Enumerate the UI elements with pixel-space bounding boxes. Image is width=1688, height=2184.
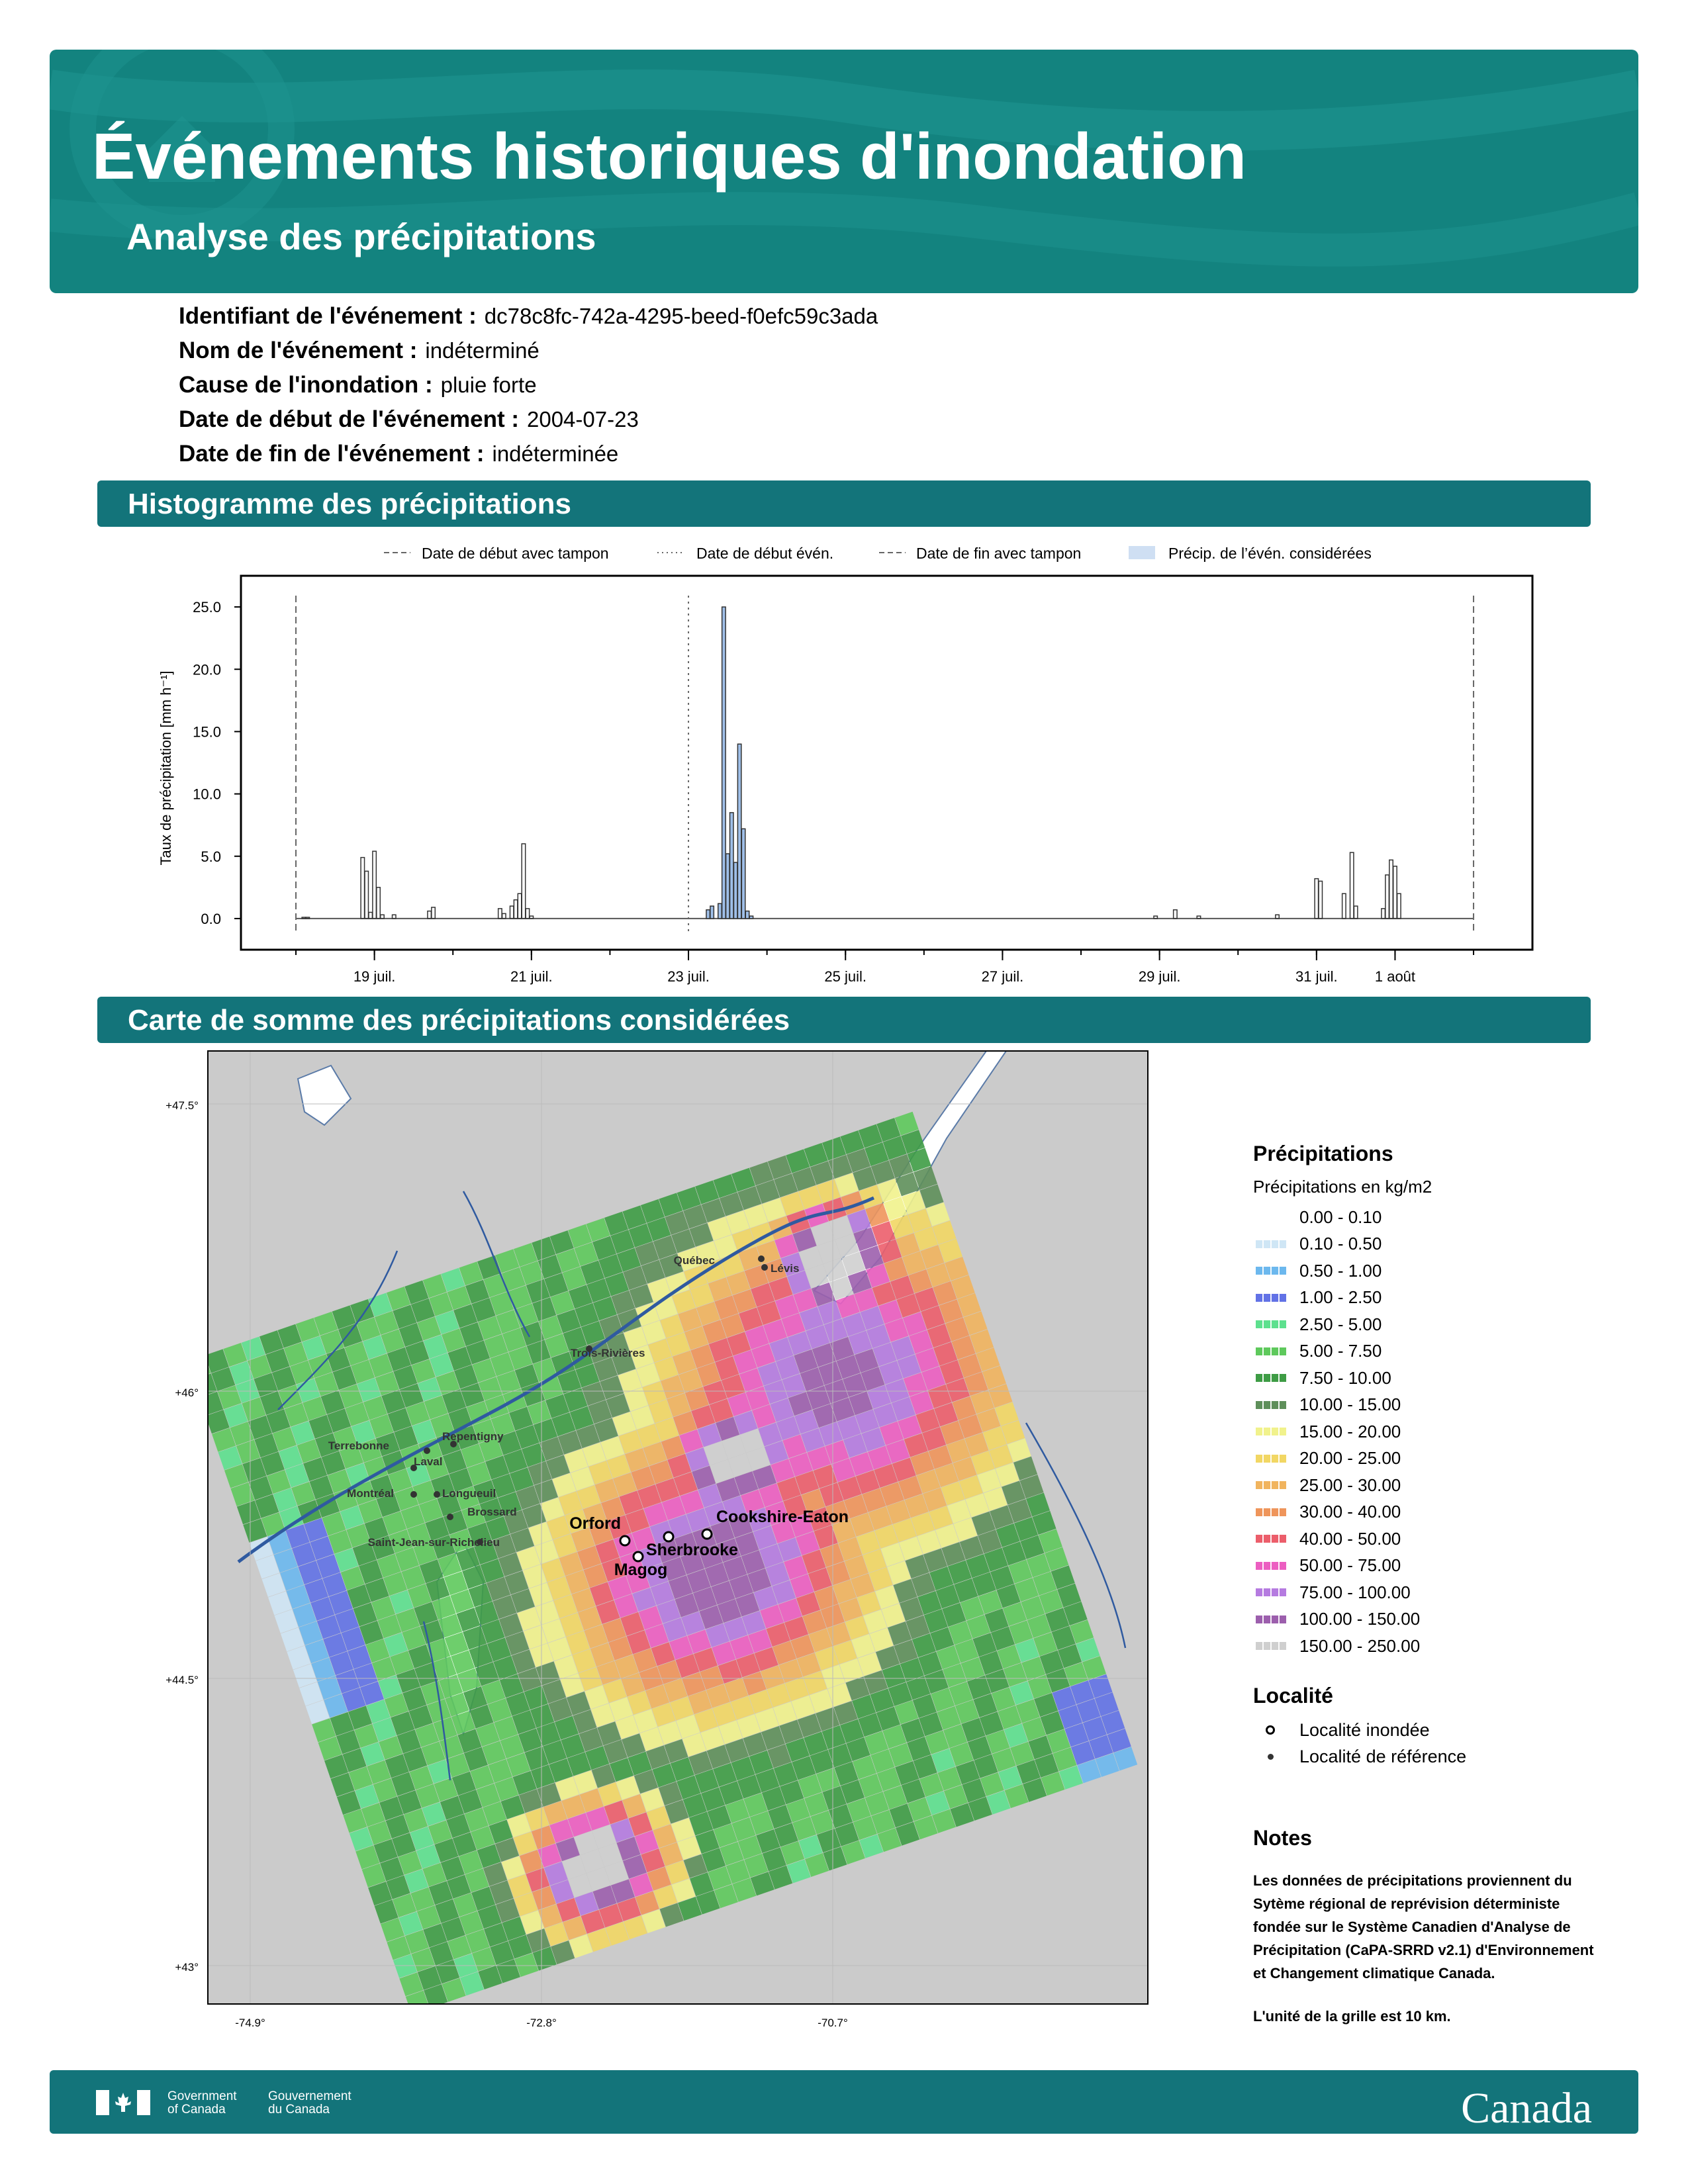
- legend-class-label: 25.00 - 30.00: [1299, 1475, 1401, 1495]
- legend-class-label: 30.00 - 40.00: [1299, 1502, 1401, 1522]
- x-tick-label: 25 juil.: [824, 968, 867, 985]
- reference-locality-marker: [761, 1264, 768, 1271]
- precipitation-histogram: [0, 529, 1688, 1006]
- flooded-locality-marker: [633, 1552, 643, 1561]
- gov-en-text: Government of Canada: [167, 2089, 237, 2116]
- x-tick-label: 19 juil.: [353, 968, 396, 985]
- legend-class-label: 50.00 - 75.00: [1299, 1555, 1401, 1576]
- legend-class-swatch: [1256, 1213, 1286, 1221]
- map-legend: [1253, 1142, 1624, 2025]
- legend-considered-label: Précip. de l’évén. considérées: [1168, 545, 1372, 562]
- grid-cell: [187, 1355, 211, 1379]
- lat-label: +47.5°: [165, 1099, 199, 1112]
- legend-class-row: [1253, 1392, 1624, 1419]
- chart-frame: [241, 576, 1532, 950]
- legend-class-row: [1253, 1365, 1624, 1392]
- legend-class-swatch: [1256, 1562, 1286, 1570]
- reference-marker-icon: [1256, 1751, 1286, 1764]
- legend-class-label: 5.00 - 7.50: [1299, 1341, 1382, 1361]
- precip-bar: [749, 916, 753, 919]
- lat-label: +44.5°: [165, 1674, 199, 1686]
- info-value: dc78c8fc-742a-4295-beed-f0efc59c3ada: [484, 304, 878, 328]
- legend-class-swatch: [1256, 1374, 1286, 1382]
- info-label: Date de fin de l'événement :: [179, 441, 485, 467]
- legend-class-label: 20.00 - 25.00: [1299, 1448, 1401, 1469]
- legend-subtitle: Précipitations en kg/m2: [1253, 1177, 1432, 1197]
- notes-grid-unit: L'unité de la grille est 10 km.: [1253, 2007, 1451, 2025]
- legend-class-label: 10.00 - 15.00: [1299, 1394, 1401, 1415]
- reference-locality-label: Longueuil: [442, 1487, 496, 1500]
- legend-class-swatch: [1256, 1481, 1286, 1489]
- info-row-id: [179, 303, 878, 338]
- reference-locality-marker: [410, 1491, 417, 1498]
- legend-start-buffer-label: Date de début avec tampon: [422, 545, 609, 562]
- locality-title: Localité: [1253, 1683, 1333, 1707]
- legend-class-row: [1253, 1579, 1624, 1606]
- legend-considered-swatch: [1129, 546, 1155, 559]
- flooded-locality-label: Sherbrooke: [646, 1541, 738, 1559]
- y-tick-label: 25.0: [193, 599, 221, 616]
- reference-locality-label: Trois-Rivières: [571, 1347, 645, 1359]
- y-tick-label: 20.0: [193, 661, 221, 678]
- legend-class-row: [1253, 1204, 1624, 1231]
- legend-class-swatch: [1256, 1401, 1286, 1409]
- legend-class-row: [1253, 1257, 1624, 1285]
- precip-bar: [718, 903, 722, 919]
- legend-start-event-label: Date de début évén.: [696, 545, 834, 562]
- y-axis-label: Taux de précipitation [mm h⁻¹]: [158, 670, 174, 866]
- legend-flooded: [1253, 1717, 1624, 1744]
- reference-locality-marker: [424, 1447, 430, 1454]
- x-tick-label: 21 juil.: [510, 968, 553, 985]
- reference-locality-marker: [758, 1255, 765, 1262]
- legend-class-row: [1253, 1311, 1624, 1338]
- section-histogram: [97, 480, 1591, 527]
- x-tick-label: 1 août: [1374, 968, 1416, 985]
- reference-locality-label: Lévis: [771, 1262, 800, 1275]
- legend-class-row: [1253, 1606, 1624, 1633]
- legend-class-row: [1253, 1338, 1624, 1365]
- legend-class-label: 150.00 - 250.00: [1299, 1635, 1421, 1656]
- precip-bar: [726, 854, 729, 919]
- info-value: indéterminé: [425, 338, 539, 363]
- legend-class-label: 100.00 - 150.00: [1299, 1609, 1421, 1629]
- info-value: 2004-07-23: [527, 407, 639, 432]
- reference-locality-label: Saint-Jean-sur-Richelieu: [367, 1536, 500, 1549]
- legend-flooded-label: Localité inondée: [1299, 1720, 1430, 1740]
- x-tick-label: 31 juil.: [1295, 968, 1338, 985]
- legend-class-row: [1253, 1231, 1624, 1258]
- info-row-end: [179, 441, 878, 475]
- chart-legend: [384, 545, 1372, 562]
- legend-class-row: [1253, 1445, 1624, 1473]
- y-tick-label: 5.0: [201, 848, 221, 865]
- precipitation-map: [0, 1039, 1192, 2071]
- legend-class-swatch: [1256, 1615, 1286, 1623]
- reference-locality-marker: [434, 1491, 440, 1498]
- reference-locality-label: Brossard: [467, 1506, 517, 1518]
- info-row-start: [179, 406, 878, 441]
- info-label: Date de début de l'événement :: [179, 406, 519, 432]
- legend-class-swatch: [1256, 1347, 1286, 1355]
- legend-class-swatch: [1256, 1240, 1286, 1248]
- flooded-locality-marker: [702, 1529, 712, 1539]
- precip-bar: [737, 744, 741, 919]
- flooded-locality-marker: [664, 1532, 673, 1541]
- reference-locality-label: Québec: [673, 1254, 715, 1267]
- info-row-name: [179, 338, 878, 372]
- reference-locality-label: Terrebonne: [328, 1439, 389, 1452]
- legend-classes: [1253, 1204, 1624, 1660]
- legend-class-row: [1253, 1499, 1624, 1526]
- legend-class-label: 75.00 - 100.00: [1299, 1582, 1411, 1602]
- legend-class-row: [1253, 1285, 1624, 1312]
- precip-bar: [741, 829, 745, 919]
- reference-locality-marker: [447, 1514, 453, 1520]
- legend-class-swatch: [1256, 1535, 1286, 1543]
- legend-class-label: 0.10 - 0.50: [1299, 1234, 1382, 1254]
- reference-locality-label: Montréal: [347, 1487, 394, 1500]
- flooded-marker-icon: [1256, 1724, 1286, 1737]
- legend-class-label: 1.00 - 2.50: [1299, 1287, 1382, 1308]
- legend-class-row: [1253, 1418, 1624, 1445]
- info-value: indéterminée: [492, 441, 619, 466]
- lon-label: -70.7°: [818, 2017, 848, 2029]
- page-title: Événements historiques d'inondation: [92, 120, 1246, 193]
- legend-class-swatch: [1256, 1320, 1286, 1328]
- legend-class-swatch: [1256, 1428, 1286, 1435]
- legend-class-row: [1253, 1525, 1624, 1553]
- lat-label: +43°: [175, 1961, 199, 1974]
- legend-class-swatch: [1256, 1267, 1286, 1275]
- legend-class-label: 7.50 - 10.00: [1299, 1367, 1391, 1388]
- precip-bar: [710, 906, 714, 919]
- y-tick-label: 15.0: [193, 723, 221, 741]
- precip-bar: [722, 607, 726, 919]
- legend-class-label: 0.00 - 0.10: [1299, 1206, 1382, 1227]
- lat-label: +46°: [175, 1387, 199, 1399]
- lon-label: -74.9°: [235, 2017, 265, 2029]
- legend-class-row: [1253, 1633, 1624, 1660]
- page-subtitle: Analyse des précipitations: [126, 216, 596, 257]
- info-row-cause: [179, 372, 878, 406]
- legend-reference-label: Localité de référence: [1299, 1747, 1467, 1766]
- legend-class-label: 0.50 - 1.00: [1299, 1260, 1382, 1281]
- y-tick-label: 10.0: [193, 786, 221, 803]
- legend-class-swatch: [1256, 1294, 1286, 1302]
- precip-bar: [733, 862, 737, 919]
- x-tick-label: 29 juil.: [1138, 968, 1181, 985]
- legend-class-swatch: [1256, 1508, 1286, 1516]
- legend-class-swatch: [1256, 1642, 1286, 1650]
- x-tick-label: 27 juil.: [981, 968, 1024, 985]
- notes-title: Notes: [1253, 1825, 1312, 1850]
- flooded-locality-label: Cookshire-Eaton: [716, 1508, 849, 1526]
- precip-bar: [706, 910, 710, 919]
- legend-class-label: 2.50 - 5.00: [1299, 1314, 1382, 1334]
- flooded-locality-marker: [620, 1536, 630, 1545]
- event-info: [179, 303, 878, 475]
- legend-class-row: [1253, 1553, 1624, 1580]
- page-header: [50, 50, 1638, 293]
- legend-reference: [1253, 1744, 1624, 1770]
- legend-class-swatch: [1256, 1588, 1286, 1596]
- page-footer: [50, 2070, 1638, 2134]
- section-map: [97, 997, 1591, 1043]
- precip-bar: [745, 911, 749, 919]
- reference-locality-label: Laval: [414, 1455, 443, 1468]
- info-value: pluie forte: [440, 373, 537, 397]
- precip-bar: [730, 813, 733, 919]
- flooded-locality-label: Orford: [569, 1514, 621, 1533]
- reference-locality-label: Repentigny: [442, 1430, 504, 1443]
- x-tick-label: 23 juil.: [667, 968, 710, 985]
- canada-flag-icon: [96, 2090, 150, 2115]
- legend-class-label: 15.00 - 20.00: [1299, 1421, 1401, 1441]
- y-tick-label: 0.0: [201, 910, 221, 927]
- legend-class-label: 40.00 - 50.00: [1299, 1528, 1401, 1549]
- legend-class-row: [1253, 1472, 1624, 1499]
- legend-title: Précipitations: [1253, 1142, 1393, 1165]
- section-title: Histogramme des précipitations: [128, 488, 571, 520]
- canada-wordmark: Canada: [1461, 2084, 1592, 2132]
- notes-text: Les données de précipitations proviennent du Sytème régional de reprévision déterministe fondée sur le Système Canadien d'Analyse de Précipitation (CaPA-SRRD v2.1) d'Environnement et Changement climatique Canada.: [1253, 1872, 1594, 1981]
- legend-end-buffer-label: Date de fin avec tampon: [916, 545, 1082, 562]
- legend-class-swatch: [1256, 1455, 1286, 1463]
- section-title: Carte de somme des précipitations considérées: [128, 1004, 790, 1036]
- info-label: Cause de l'inondation :: [179, 372, 433, 398]
- flooded-locality-label: Magog: [614, 1561, 668, 1579]
- info-label: Nom de l'événement :: [179, 338, 418, 363]
- info-label: Identifiant de l'événement :: [179, 303, 477, 329]
- gov-fr-text: Gouvernement du Canada: [268, 2089, 352, 2116]
- lon-label: -72.8°: [526, 2017, 557, 2029]
